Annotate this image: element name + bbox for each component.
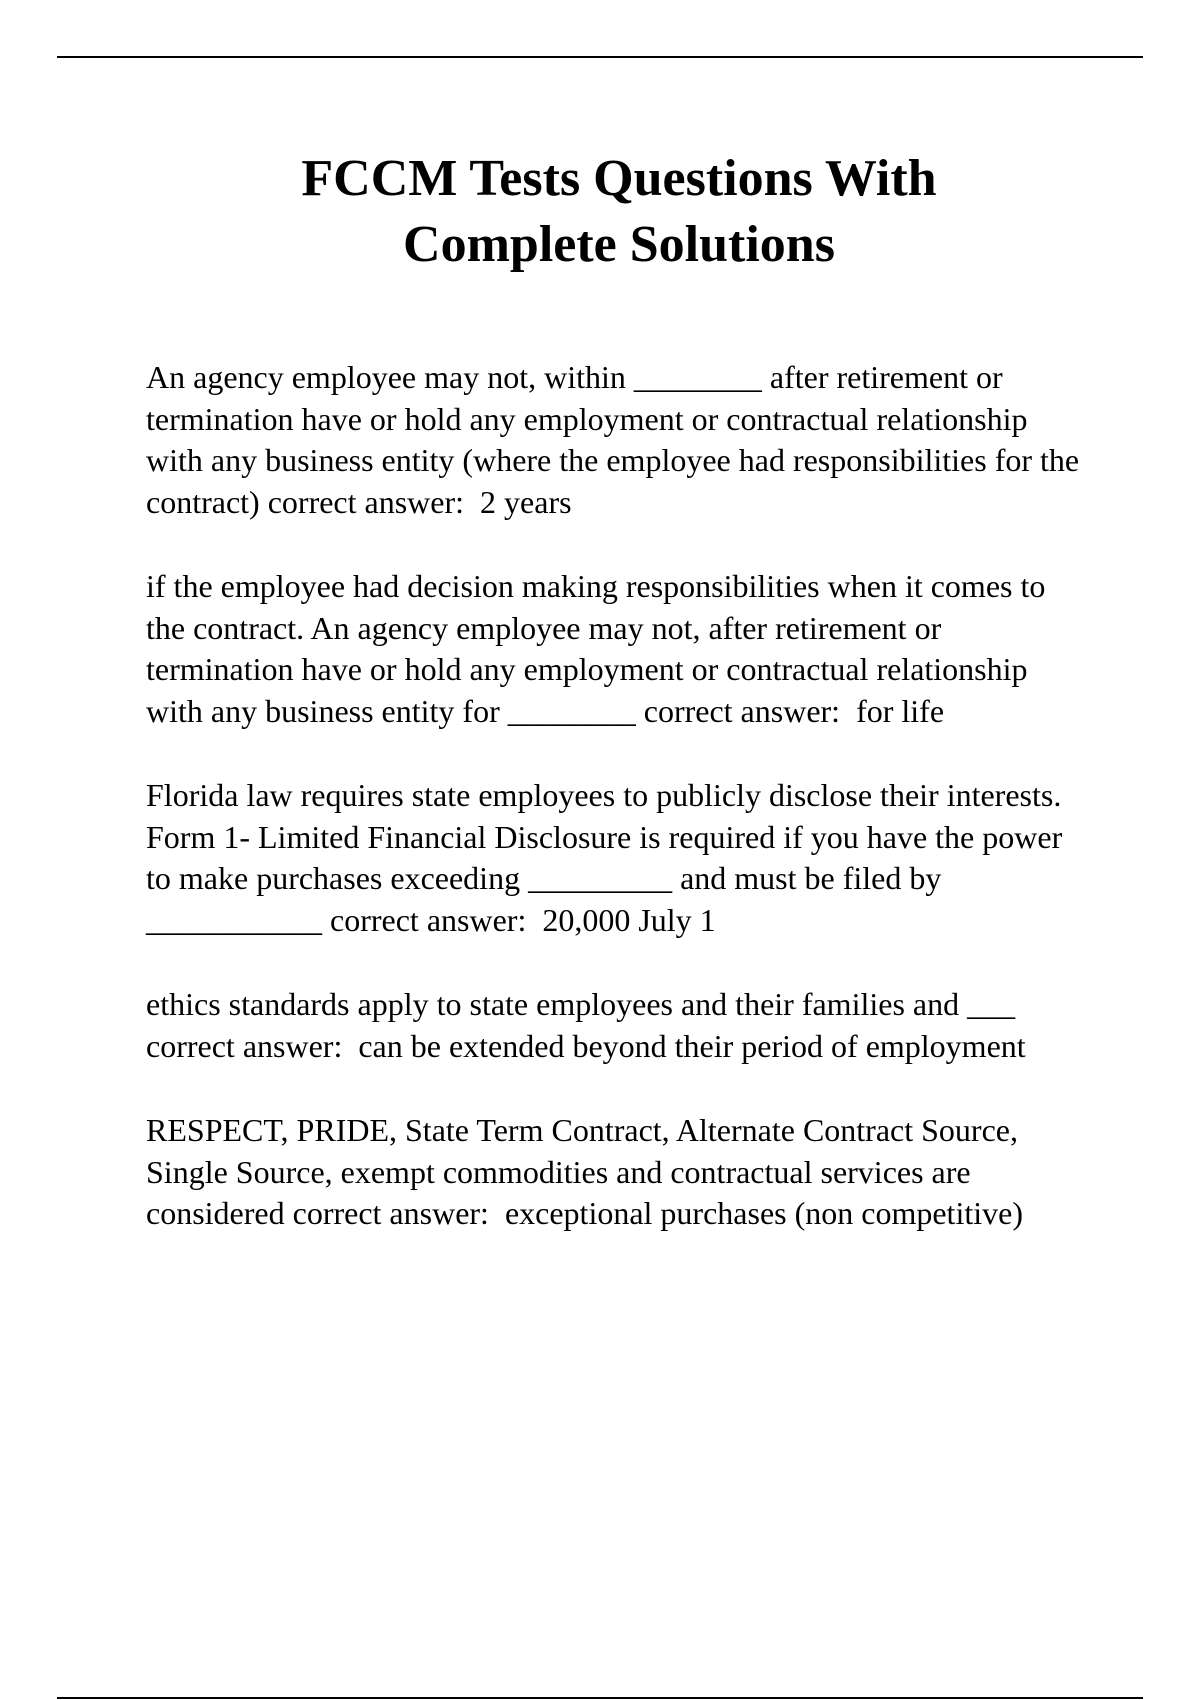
qa-entry-3: Florida law requires state employees to publicly disclose their interests. Form 1- Limited Financial Disclosure is required if you have the power to make purchases exceeding _________ and must be filed by ___________ correct answer: 20,000 July 1 [146,777,1071,938]
qa-entry-5: RESPECT, PRIDE, State Term Contract, Alternate Contract Source, Single Source, exempt commodities and contractual services are considered correct answer: exceptional purchases (non competitive) [146,1112,1026,1231]
page-title [0,146,1200,278]
title-line-2: Complete Solutions [403,216,835,273]
top-rule [57,56,1143,58]
bottom-rule [57,1697,1143,1699]
qa-entry-1: An agency employee may not, within ________ after retirement or termination have or hold any employment or contractual relationship with any business entity (where the employee had responsibilities for the contract) correct answer: 2 years [146,359,1088,520]
qa-entry-4: ethics standards apply to state employees and their families and ___ correct answer: can be extended beyond their period of employment [146,986,1026,1064]
qa-list [146,357,1086,1278]
title-line-1: FCCM Tests Questions With [301,150,937,207]
qa-entry-2: if the employee had decision making responsibilities when it comes to the contract. An agency employee may not, after retirement or termination have or hold any employment or contractual relationship with any business entity for ________ correct answer: for life [146,568,1054,729]
